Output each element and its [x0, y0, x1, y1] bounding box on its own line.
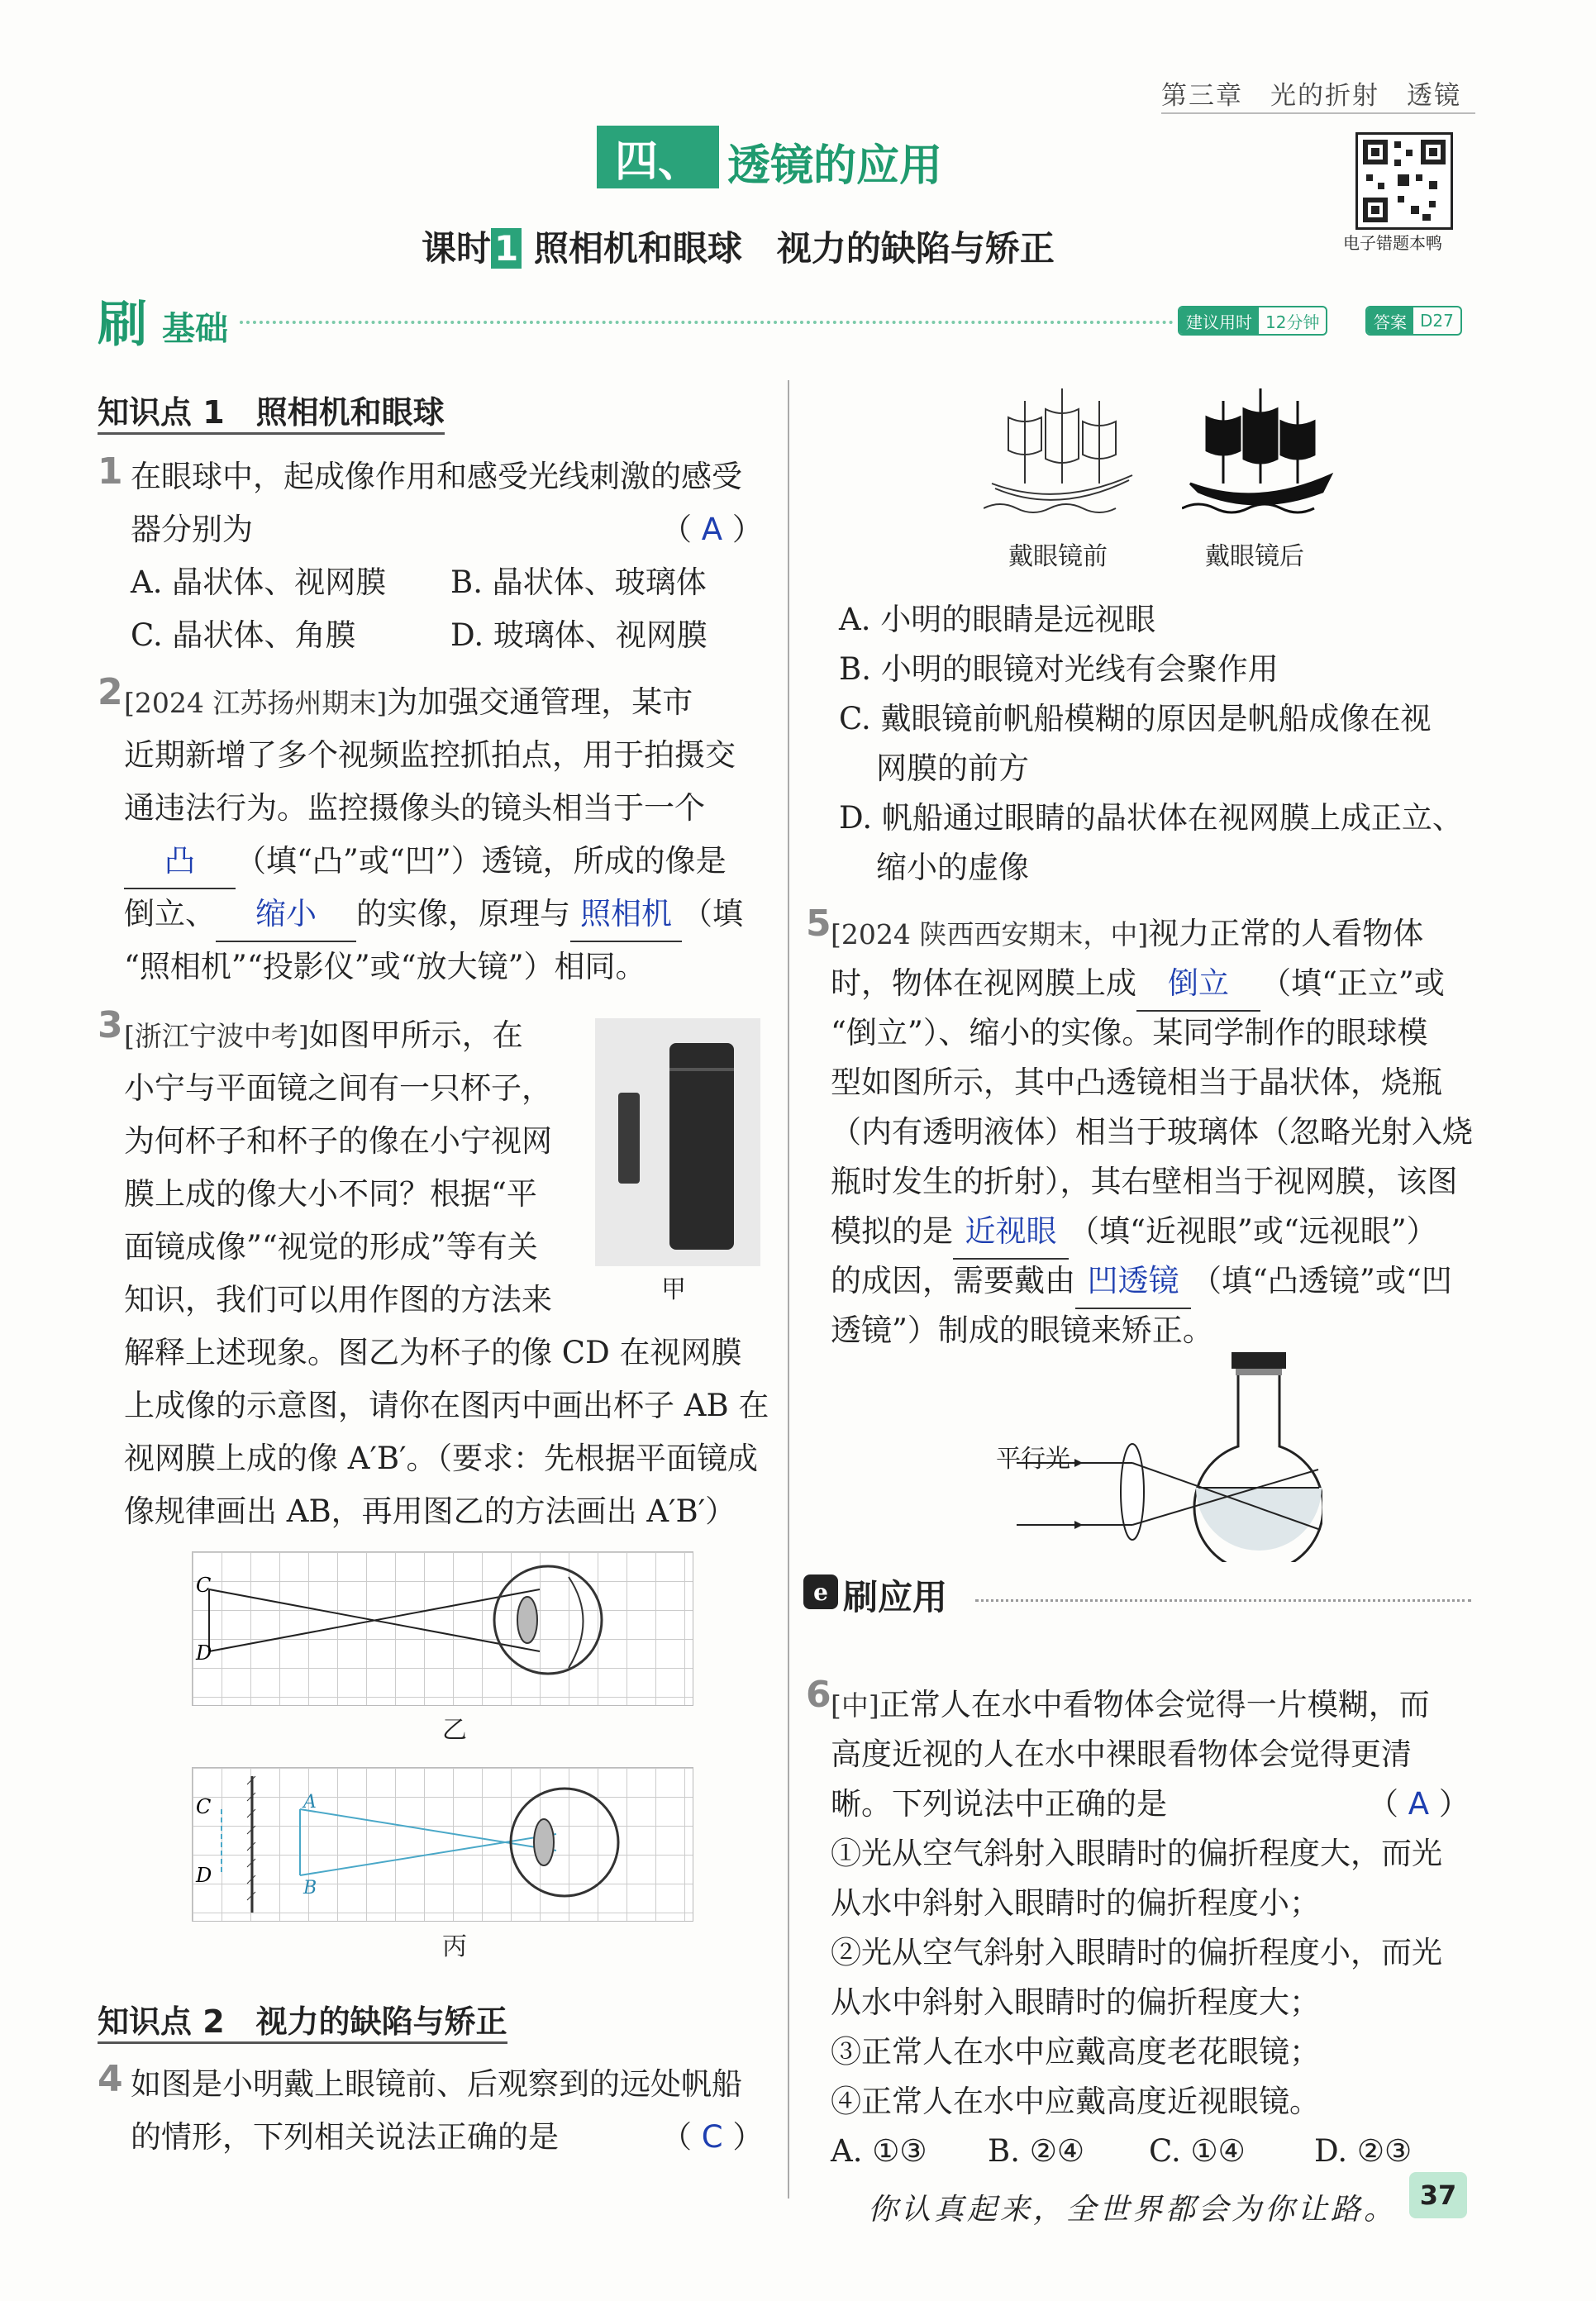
- band-logo-sub: 基础: [162, 310, 228, 348]
- ship-before-caption: 戴眼镜前: [1008, 542, 1108, 571]
- chapter-header: 第三章 光的折射 透镜: [1161, 81, 1461, 111]
- q3-text: 如图甲所示，在: [308, 1017, 523, 1053]
- label-d: D: [196, 1864, 212, 1887]
- q5-line6: 瓶时发生的折射），其右壁相当于视网膜，该图: [831, 1164, 1458, 1199]
- q6-line1: [831, 1679, 1430, 1732]
- answer-text: A: [701, 512, 723, 547]
- label-c: C: [196, 1574, 212, 1597]
- lesson-number: 1: [491, 228, 522, 269]
- q2-text: 倒立、: [124, 896, 216, 931]
- q5-line1: [831, 908, 1423, 961]
- q2-text: 为加强交通管理，某市: [387, 684, 693, 720]
- q4-line2: 的情形，下列相关说法正确的是: [131, 2119, 559, 2155]
- q2-text: （填“凸”或“凹”）透镜，所成的像是: [236, 843, 727, 879]
- q2-blank-2: 缩小: [216, 888, 356, 942]
- q5-blank-3: 凹透镜: [1075, 1255, 1191, 1309]
- q2-blank-1: 凸: [124, 835, 236, 889]
- q3-line10: 像规律画出 AB，再用图乙的方法画出 A′B′）: [124, 1494, 736, 1529]
- q6-line3: 晰。下列说法中正确的是: [831, 1786, 1167, 1822]
- band-logo-main: 刷: [98, 296, 147, 354]
- lesson-prefix: 课时: [422, 228, 492, 269]
- q2-text: 的实像，原理与: [356, 896, 570, 931]
- q5-text: （填“凸透镜”或“凹: [1191, 1263, 1452, 1298]
- section-number-badge: 四、: [597, 126, 719, 188]
- q5-text: 时，物体在视网膜上成: [831, 965, 1136, 1001]
- knowledge-point-1-title: 知识点 1 照相机和眼球: [98, 387, 445, 435]
- label-b: B: [303, 1878, 317, 1898]
- q6-statement-3: ③正常人在水中应戴高度老花眼镜；: [831, 2034, 1320, 2070]
- apply-dotted-line: [975, 1599, 1471, 1602]
- ship-blurry-figure: [984, 376, 1141, 533]
- parallel-light-label: 平行光: [996, 1445, 1070, 1474]
- q5-blank-1: 倒立: [1136, 957, 1260, 1012]
- q6-line2: 高度近视的人在水中裸眼看物体会觉得更清: [831, 1736, 1412, 1772]
- q6-answer: （ A ）: [1368, 1786, 1470, 1822]
- q5-text: 视力正常的人看物体: [1148, 916, 1424, 951]
- q6-statement-2b: 从水中斜射入眼睛时的偏折程度大；: [831, 1984, 1320, 2020]
- figure-jia-caption: 甲: [661, 1275, 686, 1304]
- footer-motto: 你认真起来，全世界都会为你让路。: [868, 2193, 1398, 2227]
- q1-option-a: A. 晶状体、视网膜: [131, 565, 387, 600]
- q3-line3: 为何杯子和杯子的像在小宁视网: [124, 1123, 552, 1159]
- answer-page-pill: [1365, 306, 1462, 336]
- figure-yi-caption: 乙: [442, 1716, 467, 1745]
- section-title: 透镜的应用: [727, 141, 943, 191]
- q3-line4: 膜上成的像大小不同？根据“平: [124, 1176, 537, 1212]
- answer-text: A: [1408, 1786, 1430, 1822]
- label-a: A: [303, 1792, 317, 1813]
- q3-line7: 解释上述现象。图乙为杯子的像 CD 在视网膜: [124, 1335, 742, 1370]
- q6-statement-4: ④正常人在水中应戴高度近视眼镜。: [831, 2084, 1320, 2119]
- q4-option-c-line1: C. 戴眼镜前帆船模糊的原因是帆船成像在视: [839, 701, 1432, 736]
- band-dotted-line: [240, 321, 1174, 324]
- q4-option-c-line2: 网膜的前方: [876, 750, 1029, 786]
- suggested-time-pill: [1178, 306, 1327, 336]
- q3-line5: 面镜成像”“视觉的形成”等有关: [124, 1229, 538, 1265]
- q5-line7: [831, 1205, 1437, 1260]
- label-c: C: [196, 1795, 212, 1818]
- q6-option-a: A. ①③: [831, 2133, 927, 2169]
- q2-line6: “照相机”“投影仪”或“放大镜”）相同。: [124, 949, 646, 984]
- q6-option-b: B. ②④: [988, 2133, 1085, 2169]
- q5-source: [2024 陕西西安期末，中]: [831, 918, 1149, 950]
- q1-line2: 器分别为: [131, 512, 253, 547]
- q1-answer: （ A ）: [661, 512, 763, 547]
- q2-line2: 近期新增了多个视频监控抓拍点，用于拍摄交: [124, 737, 736, 773]
- label-d: D: [196, 1641, 212, 1665]
- time-key: 建议用时: [1179, 307, 1259, 334]
- question-number: 5: [806, 903, 831, 945]
- q4-option-a: A. 小明的眼睛是远视眼: [839, 602, 1156, 637]
- q5-line5: （内有透明液体）相当于玻璃体（忽略光射入烧: [831, 1114, 1473, 1150]
- q1-option-d: D. 玻璃体、视网膜: [450, 617, 707, 653]
- q3-line6: 知识，我们可以用作图的方法来: [124, 1282, 552, 1317]
- q6-statement-1a: ①光从空气斜射入眼睛时的偏折程度大，而光: [831, 1836, 1442, 1871]
- q1-option-b: B. 晶状体、玻璃体: [450, 565, 707, 600]
- q5-line3: “倒立”）、缩小的实像。某同学制作的眼球模: [831, 1015, 1428, 1050]
- apply-icon: e: [803, 1574, 838, 1609]
- qr-label: 电子错题本鸭: [1343, 233, 1442, 253]
- q5-text: 模拟的是: [831, 1213, 953, 1249]
- figure-bing-caption: 丙: [442, 1932, 467, 1961]
- q6-option-c: C. ①④: [1149, 2133, 1246, 2169]
- question-number: 2: [98, 671, 123, 713]
- q5-line2: [831, 957, 1445, 1012]
- ship-clear-figure: [1182, 376, 1339, 533]
- q4-option-d-line1: D. 帆船通过眼睛的晶状体在视网膜上成正立、: [839, 800, 1463, 836]
- answer-text: C: [701, 2119, 723, 2155]
- page-number: 37: [1409, 2172, 1467, 2218]
- q4-option-b: B. 小明的眼镜对光线有会聚作用: [839, 651, 1279, 687]
- answer-page: D27: [1420, 311, 1454, 331]
- q3-line8: 上成像的示意图，请你在图丙中画出杯子 AB 在: [124, 1388, 769, 1423]
- q2-line3: 通违法行为。监控摄像头的镜头相当于一个: [124, 790, 705, 826]
- q2-text: （填: [682, 896, 743, 931]
- q5-line4: 型如图所示，其中凸透镜相当于晶状体，烧瓶: [831, 1065, 1442, 1100]
- q2-line5: [124, 888, 743, 942]
- q6-statement-2a: ②光从空气斜射入眼睛时的偏折程度小，而光: [831, 1935, 1442, 1970]
- lesson-title-text: 照相机和眼球 视力的缺陷与矫正: [533, 228, 1055, 269]
- q2-line1: [124, 676, 693, 730]
- answer-key: 答案: [1367, 307, 1413, 334]
- q4-line1: 如图是小明戴上眼镜前、后观察到的远处帆船: [131, 2066, 742, 2102]
- lesson-title: [422, 222, 1055, 271]
- q3-source: [浙江宁波中考]: [124, 1020, 309, 1052]
- q6-option-d: D. ②③: [1314, 2133, 1413, 2169]
- figure-jia-cups-photo: [595, 1018, 760, 1266]
- q2-line4: [124, 835, 727, 889]
- q5-line8: [831, 1255, 1452, 1309]
- knowledge-point-2-title: 知识点 2 视力的缺陷与矫正: [98, 1996, 507, 2044]
- q6-text: 正常人在水中看物体会觉得一片模糊，而: [879, 1687, 1430, 1722]
- q3-line1: [124, 1009, 523, 1063]
- q1-line1: 在眼球中，起成像作用和感受光线刺激的感受: [131, 459, 742, 494]
- qr-code-icon[interactable]: [1355, 132, 1453, 230]
- apply-section-title: 刷应用: [843, 1577, 948, 1617]
- q4-answer: （ C ）: [661, 2119, 764, 2155]
- question-number: 1: [98, 450, 123, 493]
- ship-after-caption: 戴眼镜后: [1205, 542, 1304, 571]
- q5-text: 的成因，需要戴由: [831, 1263, 1075, 1298]
- q1-option-c: C. 晶状体、角膜: [131, 617, 356, 653]
- q6-statement-1b: 从水中斜射入眼睛时的偏折程度小；: [831, 1885, 1320, 1921]
- q5-text: （填“近视眼”或“远视眼”）: [1069, 1213, 1437, 1249]
- q2-blank-3: 照相机: [570, 888, 682, 942]
- eye-model-figure: [992, 1347, 1322, 1562]
- q2-source: [2024 江苏扬州期末]: [124, 687, 388, 719]
- figure-bing-diagram: [192, 1767, 693, 1922]
- q6-source: [中]: [831, 1689, 879, 1722]
- q5-text: （填“正立”或: [1260, 965, 1445, 1001]
- q5-line9: 透镜”）制成的眼镜来矫正。: [831, 1312, 1213, 1348]
- column-divider: [788, 380, 789, 2199]
- header-rule: [1161, 112, 1475, 114]
- q3-line9: 视网膜上成的像 A′B′。（要求：先根据平面镜成: [124, 1441, 758, 1476]
- question-number: 6: [806, 1674, 831, 1716]
- q3-line2: 小宁与平面镜之间有一只杯子，: [124, 1070, 552, 1106]
- question-number: 4: [98, 2058, 123, 2100]
- q5-blank-2: 近视眼: [953, 1205, 1069, 1260]
- q4-option-d-line2: 缩小的虚像: [876, 850, 1029, 885]
- time-value: 12分钟: [1265, 312, 1320, 332]
- question-number: 3: [98, 1004, 123, 1046]
- figure-yi-diagram: [192, 1551, 693, 1706]
